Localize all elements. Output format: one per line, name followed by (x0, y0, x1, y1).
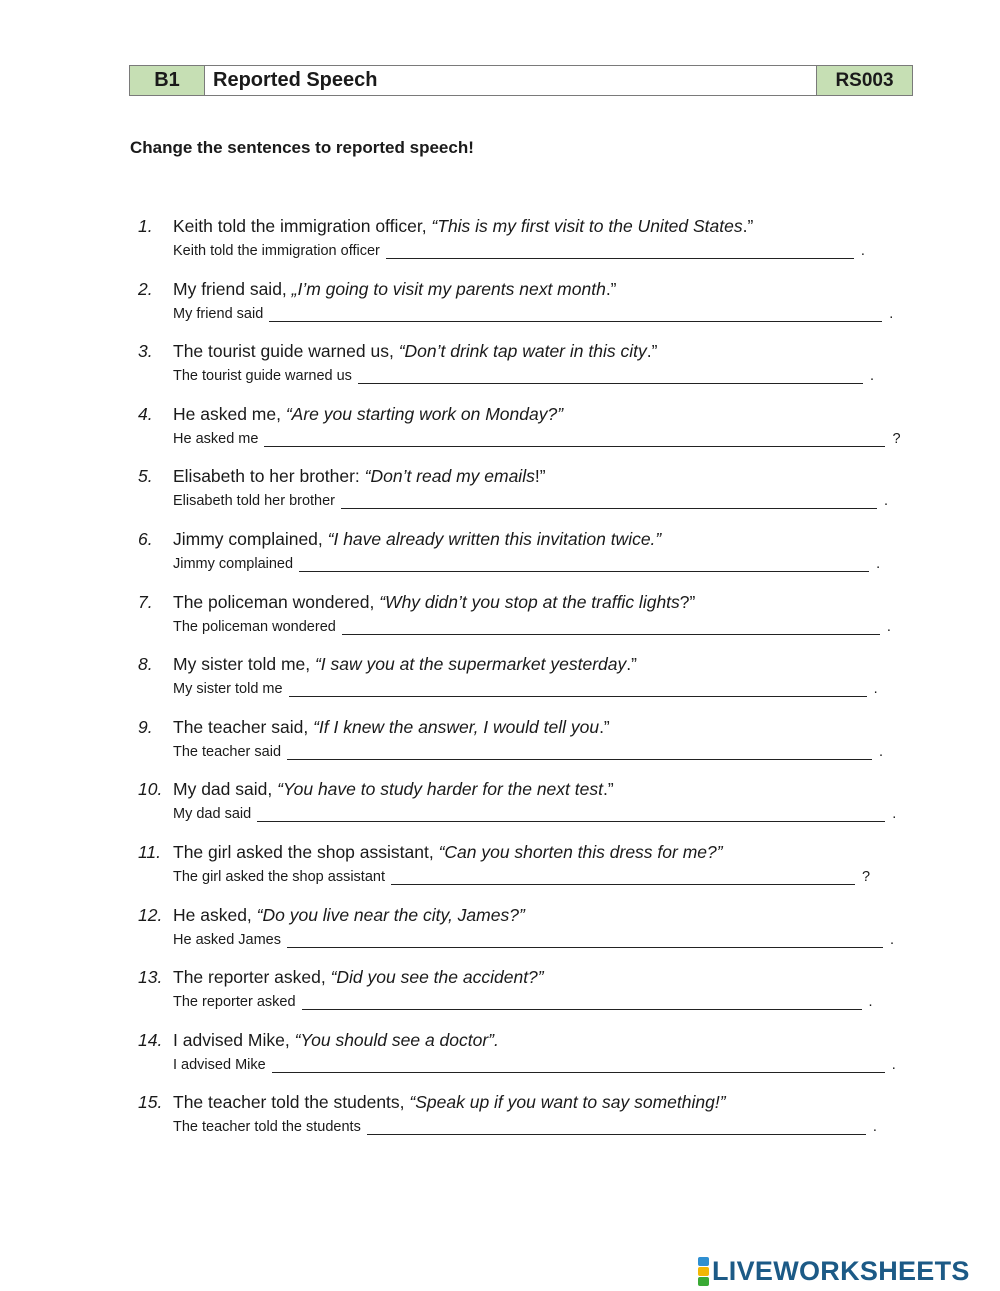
answer-blank[interactable] (287, 933, 883, 948)
item-number: 14. (138, 1029, 163, 1050)
item-number: 9. (138, 716, 153, 737)
item-number: 7. (138, 591, 153, 612)
answer-line (173, 869, 870, 885)
answer-blank[interactable] (289, 682, 867, 697)
end-punctuation: . (860, 243, 865, 259)
question-sentence (138, 654, 637, 675)
direct-quote: “Why didn’t you stop at the traffic lights (379, 591, 680, 612)
exercise-item (138, 339, 918, 402)
question-intro: He asked, (173, 904, 257, 925)
answer-prompt: Jimmy complained (173, 555, 294, 572)
answer-line (173, 806, 896, 822)
question-sentence (138, 842, 723, 863)
question-intro: My dad said, (173, 779, 278, 800)
direct-quote: “I have already written this invitation twice.” (327, 528, 662, 549)
end-punctuation: . (868, 994, 873, 1011)
end-punctuation: . (889, 305, 894, 322)
exercise-item (138, 464, 918, 527)
item-number: 1. (138, 216, 153, 236)
question-sentence (138, 592, 695, 613)
answer-blank[interactable] (342, 620, 880, 635)
answer-blank[interactable] (341, 494, 877, 509)
answer-blank[interactable] (302, 995, 862, 1010)
end-punctuation: ? (861, 868, 871, 885)
exercise-item (138, 840, 918, 903)
direct-quote: “Do you live near the city, James?” (256, 904, 525, 925)
answer-blank[interactable] (264, 432, 885, 447)
quote-end: .” (605, 278, 617, 299)
answer-blank[interactable] (272, 1058, 885, 1073)
answer-blank[interactable] (287, 745, 872, 760)
answer-prompt: I advised Mike (173, 1056, 266, 1073)
direct-quote: “You should see a doctor”. (294, 1029, 499, 1050)
question-intro: The policeman wondered, (173, 591, 380, 612)
logo-blocks-icon (698, 1257, 709, 1286)
answer-line (173, 306, 893, 322)
direct-quote: “Don’t read my emails (364, 466, 535, 487)
question-sentence (138, 341, 657, 362)
item-number: 6. (138, 528, 153, 549)
item-number: 10. (138, 779, 163, 800)
answer-line (173, 556, 880, 572)
direct-quote: “Speak up if you want to say something!” (409, 1092, 726, 1113)
answer-blank[interactable] (391, 870, 855, 885)
direct-quote: “Don’t drink tap water in this city (398, 341, 647, 362)
question-intro: The teacher said, (173, 716, 314, 737)
worksheet-title: Reported Speech (205, 66, 817, 95)
question-sentence (138, 1092, 726, 1113)
level-label: B1 (130, 66, 205, 95)
exercise-item (138, 590, 918, 653)
answer-blank[interactable] (386, 244, 854, 259)
question-sentence (138, 404, 563, 425)
answer-prompt: The teacher told the students (173, 1119, 361, 1136)
liveworksheets-logo (698, 1256, 970, 1287)
answer-line (173, 1119, 877, 1135)
answer-line (173, 368, 874, 384)
direct-quote: “Are you starting work on Monday?” (285, 403, 564, 424)
exercise-item (138, 965, 918, 1028)
worksheet-code: RS003 (817, 66, 912, 95)
answer-line (173, 744, 883, 760)
exercise-item (138, 715, 918, 778)
exercise-item (138, 214, 918, 277)
item-number: 3. (138, 341, 153, 362)
question-sentence (138, 717, 610, 738)
end-punctuation: . (884, 493, 889, 510)
item-number: 11. (138, 841, 162, 862)
answer-prompt: My sister told me (173, 681, 283, 698)
answer-prompt: He asked James (173, 931, 281, 948)
answer-blank[interactable] (367, 1120, 866, 1135)
question-sentence (138, 779, 614, 800)
exercise-item (138, 1090, 918, 1153)
quote-end: .” (742, 216, 754, 236)
item-number: 2. (138, 278, 153, 299)
direct-quote: “This is my first visit to the United States (431, 216, 743, 236)
item-number: 8. (138, 654, 153, 675)
exercise-item (138, 277, 918, 340)
answer-blank[interactable] (299, 557, 869, 572)
question-intro: Elisabeth to her brother: (173, 466, 365, 487)
quote-end: .” (626, 654, 637, 675)
answer-prompt: Keith told the immigration officer (173, 243, 380, 259)
question-intro: The reporter asked, (173, 967, 331, 988)
question-sentence (138, 1030, 499, 1051)
answer-prompt: The teacher said (173, 743, 282, 760)
exercise-item (138, 777, 918, 840)
answer-line (173, 493, 888, 509)
answer-line (173, 994, 873, 1010)
question-intro: The tourist guide warned us, (173, 341, 399, 362)
exercise-list (138, 214, 918, 1153)
direct-quote: “If I knew the answer, I would tell you (313, 716, 600, 737)
exercise-item (138, 652, 918, 715)
question-intro: Keith told the immigration officer, (173, 216, 432, 236)
quote-end: ?” (679, 591, 696, 612)
question-sentence (138, 529, 661, 550)
end-punctuation: . (876, 555, 881, 572)
exercise-item (138, 402, 918, 465)
question-intro: The girl asked the shop assistant, (173, 841, 439, 862)
answer-prompt: The girl asked the shop assistant (173, 868, 385, 885)
answer-prompt: The reporter asked (173, 994, 296, 1011)
end-punctuation: . (891, 1056, 896, 1073)
question-intro: The teacher told the students, (173, 1092, 410, 1113)
question-sentence (138, 967, 544, 988)
end-punctuation: . (890, 931, 895, 948)
direct-quote: „I’m going to visit my parents next month (291, 278, 606, 299)
question-sentence (138, 216, 753, 237)
answer-line (173, 243, 865, 259)
end-punctuation: . (879, 743, 884, 760)
end-punctuation: . (892, 806, 897, 823)
answer-prompt: My friend said (173, 305, 264, 322)
item-number: 5. (138, 466, 153, 487)
quote-end: .” (602, 779, 614, 800)
direct-quote: “Did you see the accident?” (330, 967, 544, 988)
end-punctuation: . (869, 368, 874, 385)
item-number: 12. (138, 904, 163, 925)
question-intro: My friend said, (173, 278, 292, 299)
direct-quote: “I saw you at the supermarket yesterday (314, 654, 627, 675)
answer-prompt: The tourist guide warned us (173, 368, 352, 385)
answer-prompt: The policeman wondered (173, 618, 336, 635)
answer-prompt: He asked me (173, 430, 259, 447)
quote-end: .” (646, 341, 658, 362)
instruction: Change the sentences to reported speech! (130, 138, 474, 157)
question-sentence (138, 466, 546, 487)
exercise-item (138, 1028, 918, 1091)
answer-line (173, 681, 878, 697)
end-punctuation: ? (892, 430, 901, 447)
answer-blank[interactable] (358, 369, 863, 384)
worksheet-header (129, 65, 913, 96)
item-number: 13. (138, 967, 163, 988)
logo-text: LIVEWORKSHEETS (712, 1256, 970, 1286)
answer-prompt: My dad said (173, 806, 252, 823)
end-punctuation: . (886, 618, 891, 635)
answer-blank[interactable] (269, 307, 882, 322)
exercise-item (138, 527, 918, 590)
answer-line (173, 1057, 896, 1073)
answer-line (173, 619, 891, 635)
question-intro: I advised Mike, (173, 1029, 295, 1050)
end-punctuation: . (873, 681, 878, 698)
direct-quote: “Can you shorten this dress for me?” (438, 841, 723, 862)
answer-line (173, 431, 901, 447)
item-number: 15. (138, 1092, 163, 1113)
question-sentence (138, 905, 525, 926)
answer-blank[interactable] (257, 807, 885, 822)
quote-end: !” (534, 466, 546, 487)
question-intro: My sister told me, (173, 654, 315, 675)
question-intro: Jimmy complained, (173, 528, 328, 549)
answer-prompt: Elisabeth told her brother (173, 493, 336, 510)
exercise-item (138, 903, 918, 966)
end-punctuation: . (872, 1119, 877, 1136)
direct-quote: “You have to study harder for the next test (277, 779, 603, 800)
item-number: 4. (138, 403, 153, 424)
question-intro: He asked me, (173, 403, 286, 424)
quote-end: .” (599, 716, 610, 737)
question-sentence (138, 279, 617, 300)
answer-line (173, 932, 894, 948)
